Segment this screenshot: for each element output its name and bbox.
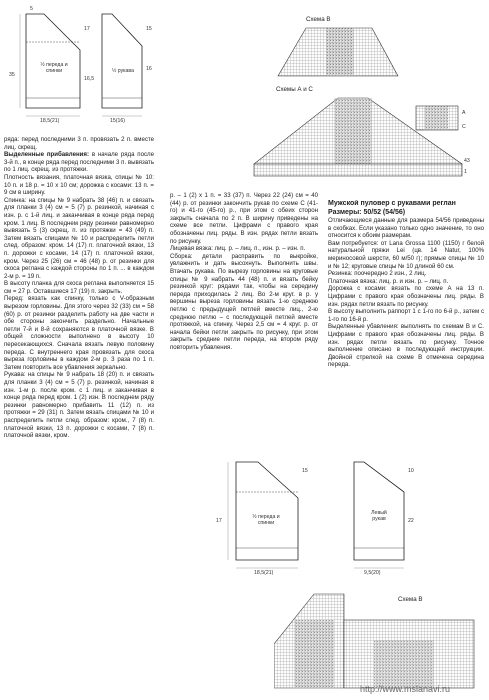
dim-17-b: 17 (216, 518, 222, 524)
chart-ac-label: Схемы А и С (276, 86, 313, 93)
dim-15-b: 15 (302, 468, 308, 474)
chart-side-c: C (462, 124, 466, 130)
col3-p4: Платочная вязка: лиц. р. и изн. р. – лиц. п. (328, 277, 449, 285)
col3-p3: Резинка: поочередно 2 изн., 2 лиц. (328, 270, 427, 278)
col3-p6: В высоту выполнить раппорт 1 с 1-го по 6-й р., затем с 1-го по 16-й р. (328, 308, 484, 323)
chart-grid-svg (248, 6, 484, 184)
col2-p3: Сборка: детали расправить по выкройке, увлажнить и дать высохнуть. Выполнить швы. Втачать рукава. По вырезу горловины на круговые спицы № 9 набрать 44 (48) п. и вязать бейку резинкой круг: рядами так, чтобы на середину переда приходилась 2 лиц. Во 2-м круг. в р. у вершины выреза горловины вязать 1-ю среднюю петлю с предыдущей петлей вместе лиц., 2-ю среднюю петлю – с последующей петлей вместе протяжкой, на спинку. Через 2,5 см = 4 круг. р. от начала бейки петли закрыть по рисунку, при этом закрыть средние петли переда, на втором ряду повторить убавления. (170, 252, 318, 351)
bottom-chart-label: Схема В (398, 596, 423, 603)
bottom-front-label: ½ переда и спинки (252, 514, 280, 526)
dim-16: 16 (146, 66, 152, 72)
col2-p2: Лицевая вязка: лиц. р. – лиц. п., изн. р. – изн. п. (170, 245, 306, 253)
bottom-sleeve-label: Левый рукав (371, 510, 387, 522)
dim-16-5: 16,5 (84, 76, 95, 82)
chart-row-end: 43 (464, 158, 470, 164)
col1-p3: Плотность вязания, платочная вязка, спицы № 10: 10 п. и 18 р. = 10 x 10 см; дорожка с косами: 13 п. = 9 см в ширину. (4, 173, 154, 197)
bottom-schematic (214, 448, 484, 578)
text-column-2 (170, 192, 318, 440)
chart-b-label: Схема В (306, 16, 331, 23)
col3-p1: Отличающиеся данные для размера 54/56 приведены в скобках. Если указано только одно значение, то оно относится к обоим размерам. (328, 217, 484, 240)
dim-15: 15 (146, 26, 152, 32)
top-schematic (4, 6, 164, 124)
col1-p6: Перед: вязать как спинку, только с V-образным вырезом горловины. Для этого через 32 (33) см = 58 (60) р. от резинки разделить работу на две части и обе стороны закончить раздельно. Начальные петли 7-й и 8-й сохраняются в платочной вязке. В общей сложности выполнено в высоту 10 пересекающихся. Сначала вязать левую половину переда. С внутреннего края провязать для скоса выреза горловины в каждом 2-м р. 3 раза по 1 п. Затем повторить все убавления зеркально. (4, 295, 154, 371)
front-back-label: ½ переда и спинки (40, 62, 68, 74)
dim-17: 17 (84, 26, 90, 32)
col3-p2: Вам потребуется: от Lana Grossa 1100 (1150) г белой натуральной пряжи Lei (цв. 14 Natur, 100% мериносовой шерсти, 60 м/50 г); прямые спицы № 10 и № 12; круговые спицы № 10 длиной 60 см. (328, 239, 484, 270)
bottom-width-right: 15(16) (110, 118, 125, 124)
col3-p7: Выделенные убавления: выполнять по схемам В и С. Цифрами с правого края обозначены лиц. ряды. В изн. рядах петли вязать по рисунку. Точное выполнение описано в последующей инструкции. Двойной стрелкой на схеме В отмечена середина переда. (328, 323, 484, 369)
text-column-3 (328, 200, 484, 440)
chart-side-a: A (462, 110, 466, 116)
watermark: http://www.mslanavi.ru (360, 684, 451, 694)
bottom-chart (274, 580, 484, 692)
sleeve-label: ½ рукава (111, 68, 135, 74)
bottom-width-left-label: 18,5(21) (254, 570, 274, 576)
col1-p5: В высоту планка для скоса реглана выполняется 15 см = 27 р. Оставшиеся 17 (19) п. закрыть. (4, 280, 154, 295)
col1-p1: ряда: перед последними 3 п. провязать 2 п. вместе лиц. скрещ. (4, 136, 154, 151)
dim-5: 5 (30, 6, 33, 12)
chart-row-start: 1 (464, 169, 467, 175)
col2-p1: р. – 1 (2) х 1 п. = 33 (37) п. Через 22 (24) см = 40 (44) р. от резинки закончить рукав по схеме С (41-го) и 41-го (45-го) р., при этом с обеих сторон закрыть сначала по 2 п. В ширину приведены на схеме все петли. Цифрами с правого края обозначены лиц. ряды. В изн. рядах петли вязать по рисунку. (170, 192, 318, 245)
bottom-width-left: 18,5(21) (40, 118, 60, 124)
text-column-1 (4, 136, 154, 692)
article-title: Мужской пуловер с рукавами реглан (328, 200, 456, 207)
col1-p7: Рукава: на спицы № 9 набрать 18 (20) п. и связать для планки 3 (4) см = 5 (7) р. резинкой, начиная в изн. 1-м р. после кром. с 1 лиц. и заканчивая в конце ряда перед кром. 1 (2) изн. В последнем ряду резинки равномерно прибавить 11 (12) п. из протяжки = 29 (31) п. Затем вязать спицами № 10 и распределить петли след. образом: кром., 7 (8) п. платочной вязки, 13 п. дорожки с косами, 7 (8) п. платочной вязки, кром. (4, 371, 154, 440)
top-charts (248, 6, 484, 184)
bottom-width-right-label: 9,5(20) (364, 570, 381, 576)
pattern-schematic-top (4, 6, 164, 124)
dim-22-b: 22 (408, 518, 414, 524)
pattern-schematic-bottom (214, 448, 484, 578)
col3-p5: Дорожка с косами: вязать по схеме А на 13 п. Цифрами с правого края обозначены лиц. ряды. В изн. рядах петли вязать по рисунку. (328, 285, 484, 308)
dim-35: 35 (9, 72, 15, 78)
sizes-heading: Размеры: 50/52 (54/56) (328, 208, 406, 216)
col1-p2: в начале ряда после 3-й п., в конце ряда перед последними 3 п. вывязать по 1 лиц. скрещ. из протяжки. (4, 151, 154, 174)
bottom-chart-svg (274, 580, 484, 692)
col1-p2-title: Выделенные прибавления: (4, 151, 89, 159)
col1-p4: Спинка: на спицы № 9 набрать 38 (46) п. и связать для планки 3 (4) см = 5 (7) р. резинкой, начиная с изн. р. с 1-й лиц. и заканчивая в конце ряда перед кром. 1 лиц. В последнем ряду резинки равномерно вывязать 5 (3) скрещ. п. из протяжки = 43 (49) п. Затем вязать спицами № 10 и распределить петли след. образом: кром. 14 (17) п. платочной вязки, 13 п. дорожки с косами, 14 (17) п. платочной вязки, кром. Через 25 (26) см = 46 (48) р. от резинки для скоса реглана с каждой стороны по 1 п. ... в каждом 2-м р. = 19 п. (4, 196, 154, 280)
dim-10-b: 10 (408, 468, 414, 474)
